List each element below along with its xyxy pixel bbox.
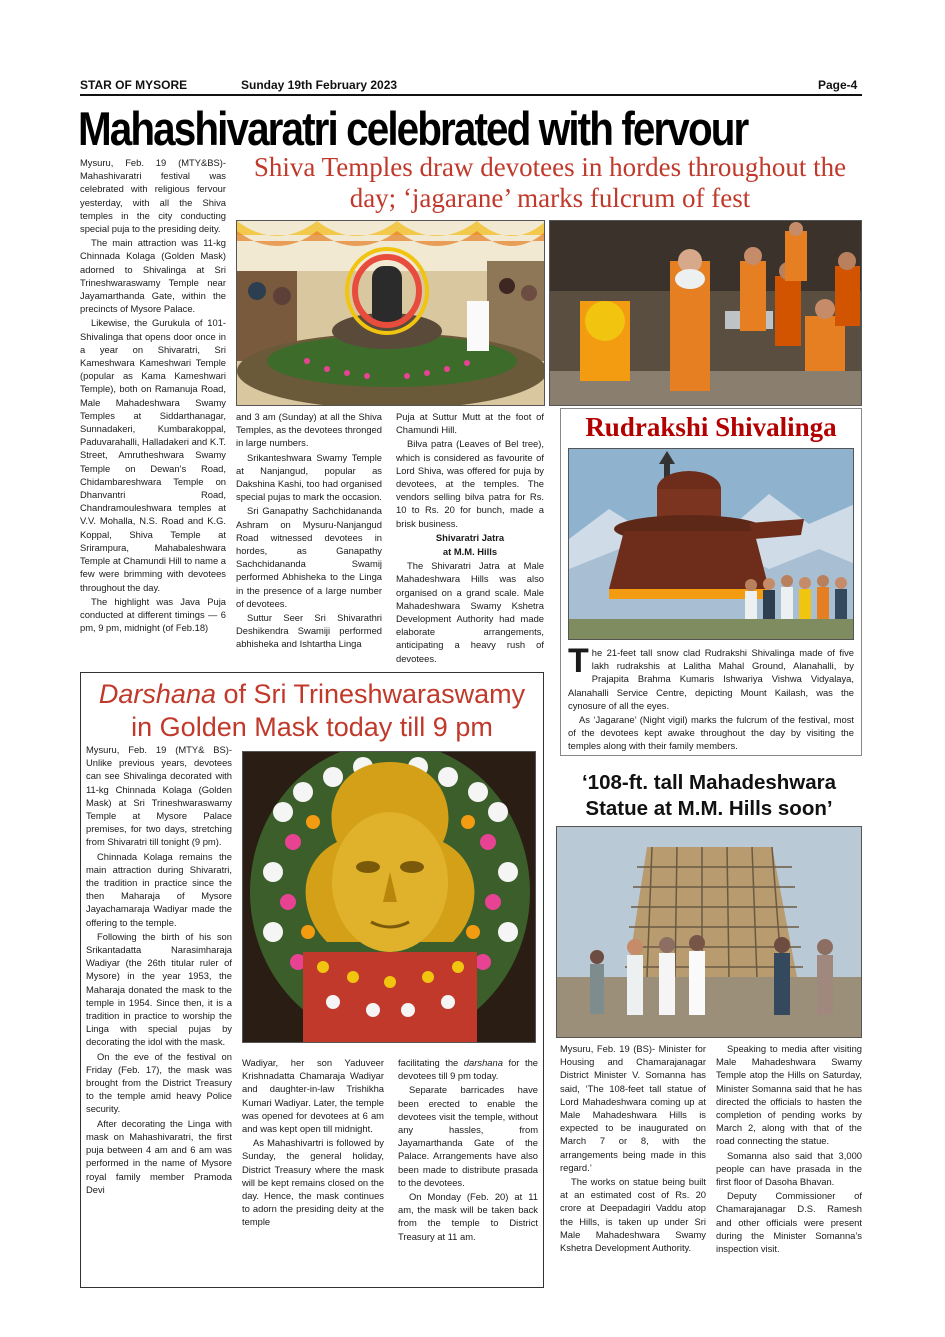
text-run: for the devotees till 9 pm today.	[398, 1057, 538, 1082]
paragraph: The works on statue being built at an estimated cost of Rs. 20 crore at Deepadagiri Vaddu atop the Hills, is taken up under Sri Male Mahadeshwara Swamy Kshetra Development Authority.	[560, 1176, 706, 1254]
paragraph: Bilva patra (Leaves of Bel tree), which is considered as favourite of Lord Shiva, was offered for puja by devotees, at the temples. The vendors selling bilva patra for Rs. 10 to Rs. 20 for bunch, made a brisk business.	[396, 438, 544, 529]
paragraph: Mysuru, Feb. 19 (MTY& BS)- Unlike previous years, devotees can see Shivalinga decorated with 11-kg Chinnada Kolaga (Golden Mask) at Sri Trineshwaraswamy Temple at Mysore Palace premises, for two days, stretching from Shivaratri till tonight (9 pm).	[86, 744, 232, 848]
header-rule	[80, 94, 862, 96]
paragraph: Sri Ganapathy Sachchidananda Ashram on Mysuru-Nanjangud Road witnessed devotees in hordes, as Ganapathy Sachchidananda Swamij performed Abhisheka to the Linga in the presence of a large number of devotees.	[236, 505, 382, 609]
mm-hills-headline-line2: Statue at M.M. Hills soon’	[585, 797, 833, 820]
paragraph: The highlight was Java Puja conducted at different timings — 6 pm, 9 pm, midnight (of Feb.18)	[80, 595, 226, 634]
paragraph: Puja at Suttur Mutt at the foot of Chamundi Hill.	[396, 411, 544, 436]
column-subhead: Shivaratri Jatra	[435, 531, 505, 543]
story-column-3	[396, 410, 544, 666]
mm-hills-headline-line1: ‘108-ft. tall Mahadeshwara	[581, 771, 837, 794]
mahadeshwara-statue-photo	[556, 826, 862, 1038]
paragraph: Likewise, the Gurukula of 101-Shivalinga that opens door once in a year on Shivaratri, Sri Kameshwara Kameshwari Temple (popular as Kama Kameshwari Temple), both on Ramanuja Road, Male Mahadeshwara Swamy Temples at Siddarthanagar, Sunnadakeri, Kumbarakoppal, Paduvarahalli, Halladakeri and K.T. Street, Amrutheshwara Swamy Temple on Dewan’s Road, Chidambareshwara Temple on Dhanvantri Road, Chandramouleshwara temples at V.V. Mohalla, N.S. Road and K.G. Koppal, Shiva Temple at Srirampura, Mahabaleshwara Temple at Chamundi Hill to name a few were brimming with devotees throughout the day.	[80, 317, 226, 593]
paragraph: The Shivaratri Jatra at Male Mahadeshwara Hills was also organised on a grand scale. Male Mahadeshwara Swamy Kshetra Development Authority had made elaborate arrangements, anticipating a heavy rush of devotees.	[396, 560, 544, 664]
darshana-title-rest: of Sri Trineshwaraswamy	[215, 679, 526, 709]
paragraph: On the eve of the festival on Friday (Feb. 17), the mask was brought from the District Treasury to the temple amid heavy Police security.	[86, 1050, 232, 1115]
paragraph: Srikanteshwara Swamy Temple at Nanjangud, popular as Dakshina Kashi, too had organised special pujas to mark the occasion.	[236, 451, 382, 503]
paragraph: Mysuru, Feb. 19 (MTY&BS)- Mahashivaratri festival was celebrated with religious fervour yesterday, with all the Shiva temples in the city conducting special puja to the presiding deity.	[80, 157, 226, 235]
paragraph: Deputy Commissioner of Chamarajanagar D.S. Ramesh and other officials were present during the Minister Somanna’s inspection visit.	[716, 1190, 862, 1255]
sub-headline: Shiva Temples draw devotees in hordes throughout the day; ‘jagarane’ marks fulcrum of fest	[253, 152, 847, 213]
paragraph: After decorating the Linga with mask on Mahashivaratri, the first puja between 4 am and 6 am was performed in the name of Mysore royal family member Pramoda Devi	[86, 1117, 232, 1195]
darshana-title-italic: Darshana	[98, 679, 216, 709]
paragraph	[398, 1056, 538, 1082]
issue-date: Sunday 19th February 2023	[241, 78, 398, 92]
column-subhead: at M.M. Hills	[442, 546, 498, 558]
mm-hills-column-1	[560, 1042, 706, 1255]
paper-name: STAR OF MYSORE	[80, 78, 188, 92]
rudrakshi-caption	[568, 642, 854, 754]
paragraph: The main attraction was 11-kg Chinnada Kolaga (Golden Mask) adorned to Shivalinga at Sri Trineshwaraswamy Temple near Jayamarthanda Gate, within the precincts of Mysore Palace.	[80, 237, 226, 315]
paragraph: On Monday (Feb. 20) at 11 am, the mask will be taken back from the temple to District Treasury at 11 am.	[398, 1191, 538, 1242]
dropcap: T	[568, 642, 589, 680]
mm-hills-column-2	[716, 1042, 862, 1256]
swamiji-puja-photo	[549, 220, 862, 406]
rudrakshi-title: Rudrakshi Shivalinga	[585, 412, 837, 442]
paragraph: As Mahashivartri is followed by Sunday, the general holiday, District Treasury where the mask will be kept remains closed on the day. Hence, the mask continues to adorn the presiding deity at the temple	[242, 1137, 384, 1228]
paragraph: Following the birth of his son Srikantadatta Narasimharaja Wadiyar (the 26th titular ruler of Mysore) in the year 1953, the Maharaja donated the mask to the temple in 1954. Since then, it is a tradition in practice to worship the Linga with special pujas by decorating the idol with the mask.	[86, 930, 232, 1048]
paragraph: he 21-feet tall snow clad Rudrakshi Shivalinga made of five lakh rudrakshis at Lalitha Mahal Ground, Alanahalli, by Prajapita Brahma Kumaris Ishwariya Vishwa Vidyalaya, Alanahalli Service Centre, depicting Mount Kailash, was the cynosure of all the eyes.	[568, 647, 854, 711]
paragraph: Mysuru, Feb. 19 (BS)- Minister for Housing and Chamarajanagar District Minister V. Somanna has said, ‘The 108-feet tall statue of Lord Mahadeshwara coming up at Male Mahadeshwara Hills is expected to be inaugurated on March 7 or 8, with the arrangements being made in this regard.’	[560, 1043, 706, 1173]
temple-lingas-photo	[236, 220, 545, 406]
paragraph: As ‘Jagarane’ (Night vigil) marks the fulcrum of the festival, most of the devotees kept awake throughout the day by visiting the temples along with their family members.	[568, 714, 854, 752]
page-headline: Mahashivaratri celebrated with fervour	[78, 102, 748, 155]
darshana-column-2	[242, 1056, 384, 1230]
paragraph: Suttur Seer Sri Shivarathri Deshikendra Swamiji performed abhisheka and Ishtartha Linga	[236, 612, 382, 650]
golden-mask-photo	[242, 751, 536, 1043]
paragraph: Chinnada Kolaga remains the main attraction during Shivaratri, the tradition in practice since the then Maharaja of Mysore Jayachamaraja Wadiyar made the offering to the temple.	[86, 850, 232, 928]
paragraph: and 3 am (Sunday) at all the Shiva Temples, as the devotees thronged in large numbers.	[236, 411, 382, 449]
mm-hills-headline	[556, 770, 862, 822]
story-column-1	[80, 156, 226, 635]
darshana-column-3	[398, 1056, 538, 1244]
text-run: facilitating the	[398, 1057, 464, 1068]
darshana-title-line2: in Golden Mask today till 9 pm	[131, 712, 493, 742]
paragraph: Wadiyar, her son Yaduveer Krishnadatta Chamaraja Wadiyar and daughter-in-law Trishikha Kumari Wadiyar. Later, the temple was opened for devotees at 6 am and was kept open till midnight.	[242, 1057, 384, 1135]
page-number: Page-4	[818, 78, 858, 92]
story-column-2	[236, 410, 382, 652]
paragraph: Speaking to media after visiting Male Mahadeshwara Swamy Temple atop the Hills on Saturday, Minister Somanna said that he has directed the officials to hasten the completion of pending works by March 2, along with that of the road connecting the statue.	[716, 1043, 862, 1147]
paragraph: Separate barricades have been erected to enable the devotees visit the temple, without any hassles, from Jayamarthanda Gate of the Palace. Arrangements have also been made to distribute prasada to the devotees.	[398, 1084, 538, 1188]
darshana-column-1	[86, 743, 232, 1197]
rudrakshi-shivalinga-photo	[568, 448, 854, 640]
darshana-title	[84, 678, 540, 744]
italic-run: darshana	[463, 1057, 503, 1068]
paragraph: Somanna also said that 3,000 people can have prasada in the first floor of Dasoha Bhavan.	[716, 1149, 862, 1188]
